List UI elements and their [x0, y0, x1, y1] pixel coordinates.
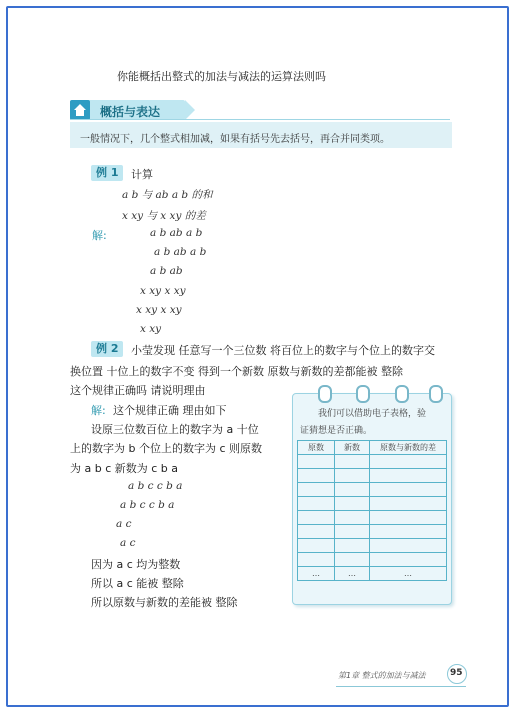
footer-chapter: 第1章 整式的加法与减法	[338, 671, 426, 680]
table-row	[298, 539, 447, 553]
house-icon	[70, 100, 90, 120]
example1-line2: x xy 与 x xy 的差	[122, 210, 206, 222]
note-text: 我们可以借助电子表格，验	[318, 409, 427, 419]
example1-step: a b ab	[150, 265, 183, 277]
ellipsis-cell: …	[370, 567, 447, 581]
example2-step: a b c c b a	[120, 499, 175, 511]
example2-paragraph: 设原三位数百位上的数字为 a 十位	[91, 423, 259, 436]
table-header: 原数与新数的差	[370, 441, 447, 455]
table-header: 新数	[335, 441, 370, 455]
example1-solution-label: 解:	[92, 229, 107, 242]
card-ring	[318, 385, 332, 403]
example1-step: a b ab a b	[154, 246, 207, 258]
example1-label: 例 1	[91, 165, 123, 181]
example2-paragraph: 为 a b c 新数为 c b a	[70, 462, 179, 475]
table-row	[298, 469, 447, 483]
example2-step: a b c c b a	[128, 480, 183, 492]
example1-step: x xy x xy	[140, 285, 186, 297]
table-header: 原数	[298, 441, 335, 455]
ellipsis-cell: …	[298, 567, 335, 581]
example2-step: a c	[116, 518, 132, 530]
example1-step: a b ab a b	[150, 227, 203, 239]
example2-conclusion: 所以原数与新数的差能被 整除	[91, 596, 238, 609]
table-row	[298, 511, 447, 525]
example1-step: x xy x xy	[136, 304, 182, 316]
section-header-tail	[185, 100, 195, 120]
table-row	[298, 455, 447, 469]
table-row	[298, 525, 447, 539]
example1-task: 计算	[131, 168, 153, 181]
rule-text: 一般情况下，几个整式相加减，如果有括号先去括号，再合并同类项。	[80, 134, 390, 145]
card-ring	[429, 385, 443, 403]
card-ring	[356, 385, 370, 403]
card-ring	[395, 385, 409, 403]
example1-line1: a b 与 ab a b 的和	[122, 189, 213, 201]
page-number: 95	[450, 668, 463, 678]
note-table	[297, 440, 447, 581]
section-divider	[70, 119, 450, 120]
footer-divider	[336, 686, 466, 687]
table-row	[298, 483, 447, 497]
ellipsis-cell: …	[335, 567, 370, 581]
example2-solution-text: 这个规律正确 理由如下	[113, 404, 227, 417]
example1-step: x xy	[140, 323, 162, 335]
table-header-row	[298, 441, 447, 455]
example2-step: a c	[120, 537, 136, 549]
intro-question: 你能概括出整式的加法与减法的运算法则吗	[117, 70, 326, 83]
section-title: 概括与表达	[100, 105, 161, 119]
example2-paragraph: 上的数字为 b 个位上的数字为 c 则原数	[70, 442, 263, 455]
example2-problem-line: 这个规律正确吗 请说明理由	[70, 384, 206, 397]
example2-conclusion: 因为 a c 均为整数	[91, 558, 181, 571]
table-row	[298, 553, 447, 567]
example2-problem-line: 换位置 十位上的数字不变 得到一个新数 原数与新数的差都能被 整除	[70, 365, 403, 378]
example2-label: 例 2	[91, 341, 123, 357]
example2-conclusion: 所以 a c 能被 整除	[91, 577, 184, 590]
example2-solution-label: 解:	[91, 404, 106, 417]
note-text: 证猜想是否正确。	[300, 426, 373, 436]
table-row	[298, 497, 447, 511]
example2-problem-line: 小莹发现 任意写一个三位数 将百位上的数字与个位上的数字交	[131, 344, 435, 357]
table-row	[298, 567, 447, 581]
